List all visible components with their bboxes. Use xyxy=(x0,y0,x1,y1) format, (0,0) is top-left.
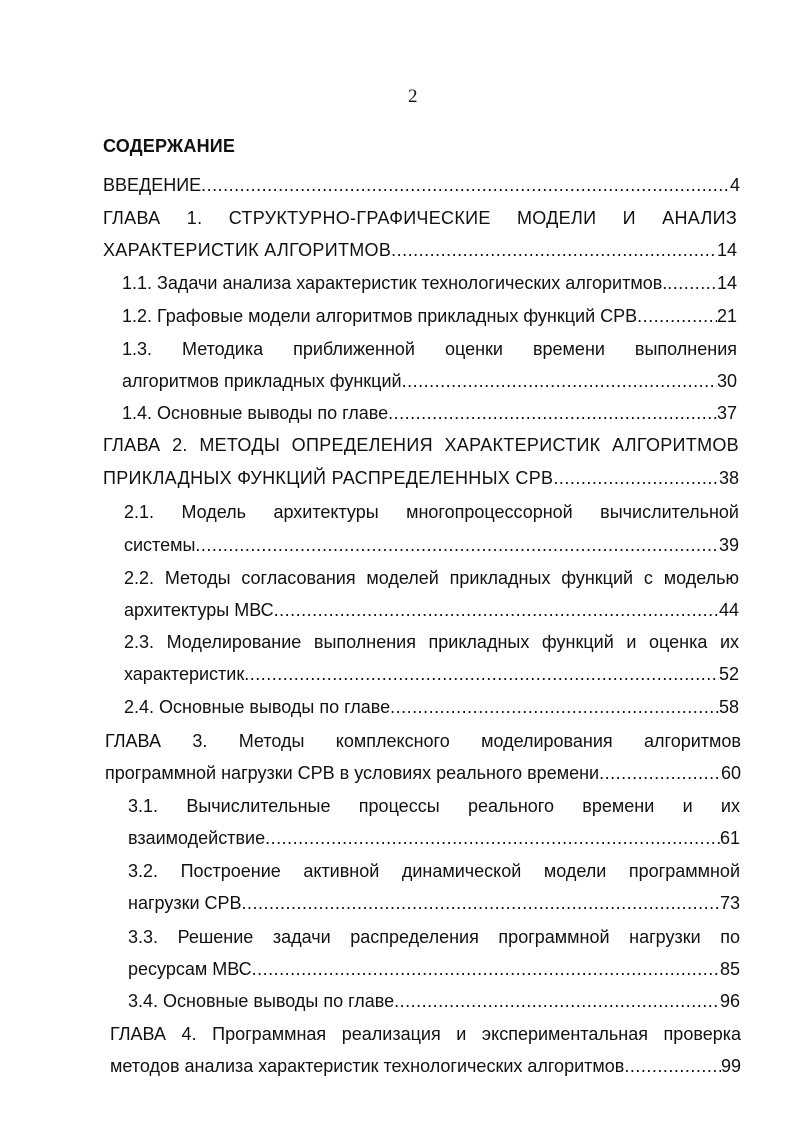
toc-line xyxy=(124,598,739,622)
leader-dots xyxy=(391,238,717,262)
toc-page-number: 4 xyxy=(729,175,740,195)
leader-dots xyxy=(388,401,717,425)
toc-page-number: 14 xyxy=(716,240,737,260)
toc-line xyxy=(122,369,737,393)
toc-entry-title: 1.1. Задачи анализа характеристик технологических алгоритмов. xyxy=(122,273,668,293)
leader-dots xyxy=(244,662,719,686)
toc-page-number: 58 xyxy=(718,697,739,717)
toc-entry-title: характеристик xyxy=(124,664,245,684)
toc-line xyxy=(128,826,740,850)
toc-line xyxy=(103,173,740,197)
toc-entry-title: ВВЕДЕНИЕ xyxy=(103,175,202,195)
toc-page-number: 73 xyxy=(719,893,740,913)
toc-line xyxy=(124,662,739,686)
toc-section-title-line: 2.2. Методы согласования моделей прикладных функций с моделью xyxy=(124,568,739,588)
toc-line xyxy=(128,957,740,981)
toc-section-title-line: 3.3. Решение задачи распределения программной нагрузки по xyxy=(128,927,740,947)
leader-dots xyxy=(252,957,720,981)
toc-page-number: 44 xyxy=(718,600,739,620)
toc-page-number: 39 xyxy=(718,535,739,555)
toc-page-number: 99 xyxy=(720,1056,741,1076)
toc-entry-title: 3.4. Основные выводы по главе xyxy=(128,991,395,1011)
toc-entry-title: программной нагрузки СРВ в условиях реального времени xyxy=(105,763,600,783)
leader-dots xyxy=(390,695,719,719)
toc-section-title-line: 2.3. Моделирование выполнения прикладных функций и оценка их xyxy=(124,632,739,652)
toc-entry-title: взаимодействие xyxy=(128,828,266,848)
toc-entry-title: 2.4. Основные выводы по главе xyxy=(124,697,391,717)
toc-entry-title: методов анализа характеристик технологических алгоритмов xyxy=(110,1056,625,1076)
leader-dots xyxy=(667,271,717,295)
toc-page-number: 61 xyxy=(719,828,740,848)
toc-section-title-line: 3.2. Построение активной динамической модели программной xyxy=(128,861,740,881)
toc-page-number: 14 xyxy=(716,273,737,293)
toc-section xyxy=(122,271,737,295)
toc-page-number: 85 xyxy=(719,959,740,979)
toc-entry-title: 1.4. Основные выводы по главе xyxy=(122,403,389,423)
leader-dots xyxy=(402,369,717,393)
leader-dots xyxy=(274,598,719,622)
toc-line xyxy=(103,238,737,262)
toc-section-title-line: 2.1. Модель архитектуры многопроцессорной вычислительной xyxy=(124,502,739,522)
toc-page-number: 38 xyxy=(718,468,739,488)
toc-line xyxy=(103,466,739,490)
toc-section xyxy=(128,989,740,1013)
leader-dots xyxy=(242,891,720,915)
toc-chapter-title-line: ГЛАВА 4. Программная реализация и экспериментальная проверка xyxy=(110,1024,741,1044)
toc-entry-title: алгоритмов прикладных функций xyxy=(122,371,402,391)
toc-page-number: 21 xyxy=(716,306,737,326)
toc-entry-title: ПРИКЛАДНЫХ ФУНКЦИЙ РАСПРЕДЕЛЕННЫХ СРВ xyxy=(103,468,554,488)
toc-entry-title: ресурсам МВС xyxy=(128,959,252,979)
page-title: СОДЕРЖАНИЕ xyxy=(103,136,236,156)
toc-section xyxy=(122,401,737,425)
toc-section xyxy=(122,304,737,328)
leader-dots xyxy=(624,1054,721,1078)
toc-line xyxy=(128,891,740,915)
toc-page-number: 96 xyxy=(719,991,740,1011)
toc-section-title-line: 1.3. Методика приближенной оценки времени выполнения xyxy=(122,339,737,359)
toc-chapter-title-line: ГЛАВА 1. СТРУКТУРНО-ГРАФИЧЕСКИЕ МОДЕЛИ И АНАЛИЗ xyxy=(103,208,737,228)
leader-dots xyxy=(637,304,717,328)
page-number: 2 xyxy=(408,86,418,107)
toc-section xyxy=(124,695,739,719)
toc-entry-title: архитектуры МВС xyxy=(124,600,274,620)
toc-page-number: 30 xyxy=(716,371,737,391)
toc-entry-title: ХАРАКТЕРИСТИК АЛГОРИТМОВ xyxy=(103,240,392,260)
toc-line xyxy=(124,533,739,557)
leader-dots xyxy=(201,173,730,197)
toc-entry-title: системы xyxy=(124,535,196,555)
toc-chapter-title-line: ГЛАВА 2. МЕТОДЫ ОПРЕДЕЛЕНИЯ ХАРАКТЕРИСТИК АЛГОРИТМОВ xyxy=(103,435,739,455)
toc-page-number: 60 xyxy=(720,763,741,783)
toc-page-number: 52 xyxy=(718,664,739,684)
toc-chapter-title-line: ГЛАВА 3. Методы комплексного моделирования алгоритмов xyxy=(105,731,741,751)
toc-entry-title: нагрузки СРВ xyxy=(128,893,242,913)
leader-dots xyxy=(599,761,721,785)
leader-dots xyxy=(265,826,720,850)
leader-dots xyxy=(553,466,719,490)
toc-entry-title: 1.2. Графовые модели алгоритмов прикладных функций СРВ xyxy=(122,306,638,326)
leader-dots xyxy=(394,989,720,1013)
toc-line xyxy=(110,1054,741,1078)
toc-section-title-line: 3.1. Вычислительные процессы реального времени и их xyxy=(128,796,740,816)
leader-dots xyxy=(195,533,719,557)
toc-line xyxy=(105,761,741,785)
toc-page-number: 37 xyxy=(716,403,737,423)
